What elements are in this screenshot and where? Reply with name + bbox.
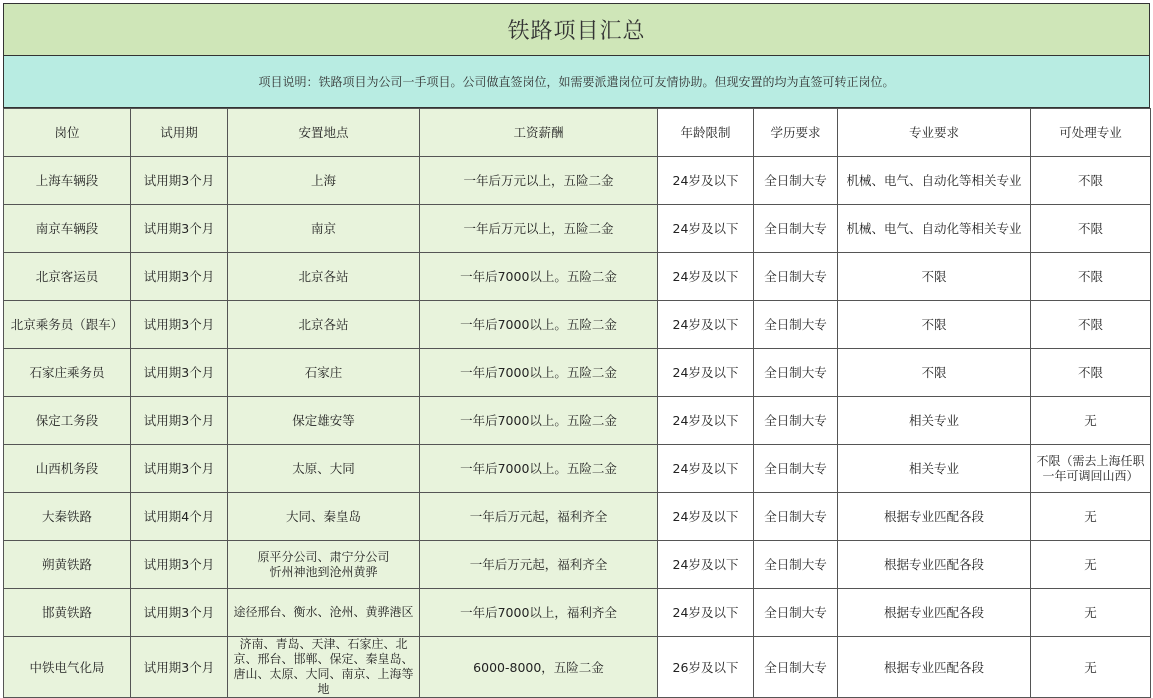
cell-salary: 6000-8000，五险二金 xyxy=(420,637,658,698)
cell-salary: 一年后万元以上，五险二金 xyxy=(420,205,658,253)
cell-probation: 试用期3个月 xyxy=(131,637,228,698)
cell-probation: 试用期3个月 xyxy=(131,397,228,445)
cell-education: 全日制大专 xyxy=(754,349,838,397)
cell-location: 上海 xyxy=(228,157,420,205)
cell-education: 全日制大专 xyxy=(754,445,838,493)
cell-location: 南京 xyxy=(228,205,420,253)
cell-education: 全日制大专 xyxy=(754,157,838,205)
cell-education: 全日制大专 xyxy=(754,541,838,589)
cell-acceptable-major: 不限 xyxy=(1031,349,1151,397)
cell-position: 朔黄铁路 xyxy=(4,541,131,589)
table-title: 铁路项目汇总 xyxy=(3,3,1150,56)
table-row xyxy=(4,157,1151,205)
cell-acceptable-major: 无 xyxy=(1031,541,1151,589)
cell-salary: 一年后7000以上。五险二金 xyxy=(420,397,658,445)
cell-major: 根据专业匹配各段 xyxy=(838,493,1031,541)
cell-acceptable-major: 不限 xyxy=(1031,253,1151,301)
cell-age: 24岁及以下 xyxy=(658,205,754,253)
cell-major: 机械、电气、自动化等相关专业 xyxy=(838,205,1031,253)
cell-salary: 一年后7000以上。五险二金 xyxy=(420,349,658,397)
cell-probation: 试用期3个月 xyxy=(131,541,228,589)
cell-major: 相关专业 xyxy=(838,397,1031,445)
cell-major: 根据专业匹配各段 xyxy=(838,637,1031,698)
cell-age: 24岁及以下 xyxy=(658,301,754,349)
header-age: 年龄限制 xyxy=(658,109,754,157)
cell-position: 山西机务段 xyxy=(4,445,131,493)
table-row xyxy=(4,349,1151,397)
cell-age: 24岁及以下 xyxy=(658,445,754,493)
cell-major: 相关专业 xyxy=(838,445,1031,493)
cell-probation: 试用期3个月 xyxy=(131,205,228,253)
table-row xyxy=(4,589,1151,637)
cell-salary: 一年后7000以上。五险二金 xyxy=(420,301,658,349)
header-salary: 工资薪酬 xyxy=(420,109,658,157)
cell-age: 24岁及以下 xyxy=(658,253,754,301)
header-row xyxy=(4,109,1151,157)
cell-education: 全日制大专 xyxy=(754,637,838,698)
cell-location: 济南、青岛、天津、石家庄、北京、邢台、邯郸、保定、秦皇岛、唐山、太原、大同、南京、上海等地 xyxy=(228,637,420,698)
cell-location: 太原、大同 xyxy=(228,445,420,493)
project-description: 项目说明：铁路项目为公司一手项目。公司做直签岗位，如需要派遣岗位可友情协助。但现安置的均为直签可转正岗位。 xyxy=(3,56,1150,108)
cell-age: 24岁及以下 xyxy=(658,589,754,637)
cell-salary: 一年后7000以上，福利齐全 xyxy=(420,589,658,637)
cell-major: 机械、电气、自动化等相关专业 xyxy=(838,157,1031,205)
cell-salary: 一年后万元起，福利齐全 xyxy=(420,493,658,541)
cell-acceptable-major: 不限（需去上海任职一年可调回山西） xyxy=(1031,445,1151,493)
cell-education: 全日制大专 xyxy=(754,397,838,445)
table-row xyxy=(4,397,1151,445)
cell-position: 中铁电气化局 xyxy=(4,637,131,698)
table-row xyxy=(4,205,1151,253)
cell-position: 上海车辆段 xyxy=(4,157,131,205)
cell-position: 石家庄乘务员 xyxy=(4,349,131,397)
table-row xyxy=(4,637,1151,698)
cell-position: 邯黄铁路 xyxy=(4,589,131,637)
cell-education: 全日制大专 xyxy=(754,205,838,253)
cell-acceptable-major: 不限 xyxy=(1031,157,1151,205)
cell-probation: 试用期3个月 xyxy=(131,253,228,301)
header-position: 岗位 xyxy=(4,109,131,157)
cell-acceptable-major: 不限 xyxy=(1031,205,1151,253)
cell-probation: 试用期3个月 xyxy=(131,301,228,349)
cell-probation: 试用期3个月 xyxy=(131,157,228,205)
cell-education: 全日制大专 xyxy=(754,589,838,637)
table-row xyxy=(4,445,1151,493)
cell-education: 全日制大专 xyxy=(754,253,838,301)
cell-age: 24岁及以下 xyxy=(658,541,754,589)
spreadsheet xyxy=(3,3,1153,696)
cell-position: 北京乘务员（跟车） xyxy=(4,301,131,349)
header-probation: 试用期 xyxy=(131,109,228,157)
cell-major: 根据专业匹配各段 xyxy=(838,589,1031,637)
cell-age: 24岁及以下 xyxy=(658,157,754,205)
cell-probation: 试用期3个月 xyxy=(131,589,228,637)
cell-position: 大秦铁路 xyxy=(4,493,131,541)
cell-age: 24岁及以下 xyxy=(658,349,754,397)
cell-age: 24岁及以下 xyxy=(658,397,754,445)
cell-salary: 一年后7000以上。五险二金 xyxy=(420,253,658,301)
table-row xyxy=(4,493,1151,541)
cell-salary: 一年后万元以上，五险二金 xyxy=(420,157,658,205)
header-education: 学历要求 xyxy=(754,109,838,157)
cell-location: 保定雄安等 xyxy=(228,397,420,445)
cell-probation: 试用期3个月 xyxy=(131,349,228,397)
table-row xyxy=(4,541,1151,589)
cell-location: 原平分公司、肃宁分公司 忻州神池到沧州黄骅 xyxy=(228,541,420,589)
cell-age: 24岁及以下 xyxy=(658,493,754,541)
header-acceptable-major: 可处理专业 xyxy=(1031,109,1151,157)
cell-education: 全日制大专 xyxy=(754,493,838,541)
cell-position: 北京客运员 xyxy=(4,253,131,301)
cell-acceptable-major: 不限 xyxy=(1031,301,1151,349)
cell-probation: 试用期4个月 xyxy=(131,493,228,541)
table-row xyxy=(4,253,1151,301)
cell-acceptable-major: 无 xyxy=(1031,397,1151,445)
header-location: 安置地点 xyxy=(228,109,420,157)
cell-location: 大同、秦皇岛 xyxy=(228,493,420,541)
railway-projects-table xyxy=(3,108,1151,698)
cell-major: 不限 xyxy=(838,253,1031,301)
cell-location: 石家庄 xyxy=(228,349,420,397)
cell-location: 北京各站 xyxy=(228,253,420,301)
cell-acceptable-major: 无 xyxy=(1031,493,1151,541)
cell-education: 全日制大专 xyxy=(754,301,838,349)
cell-major: 不限 xyxy=(838,349,1031,397)
cell-position: 南京车辆段 xyxy=(4,205,131,253)
cell-major: 根据专业匹配各段 xyxy=(838,541,1031,589)
cell-position: 保定工务段 xyxy=(4,397,131,445)
cell-major: 不限 xyxy=(838,301,1031,349)
cell-salary: 一年后7000以上。五险二金 xyxy=(420,445,658,493)
cell-location: 途径邢台、衡水、沧州、黄骅港区 xyxy=(228,589,420,637)
cell-salary: 一年后万元起，福利齐全 xyxy=(420,541,658,589)
cell-probation: 试用期3个月 xyxy=(131,445,228,493)
header-major: 专业要求 xyxy=(838,109,1031,157)
table-row xyxy=(4,301,1151,349)
cell-location: 北京各站 xyxy=(228,301,420,349)
cell-acceptable-major: 无 xyxy=(1031,589,1151,637)
cell-acceptable-major: 无 xyxy=(1031,637,1151,698)
cell-age: 26岁及以下 xyxy=(658,637,754,698)
